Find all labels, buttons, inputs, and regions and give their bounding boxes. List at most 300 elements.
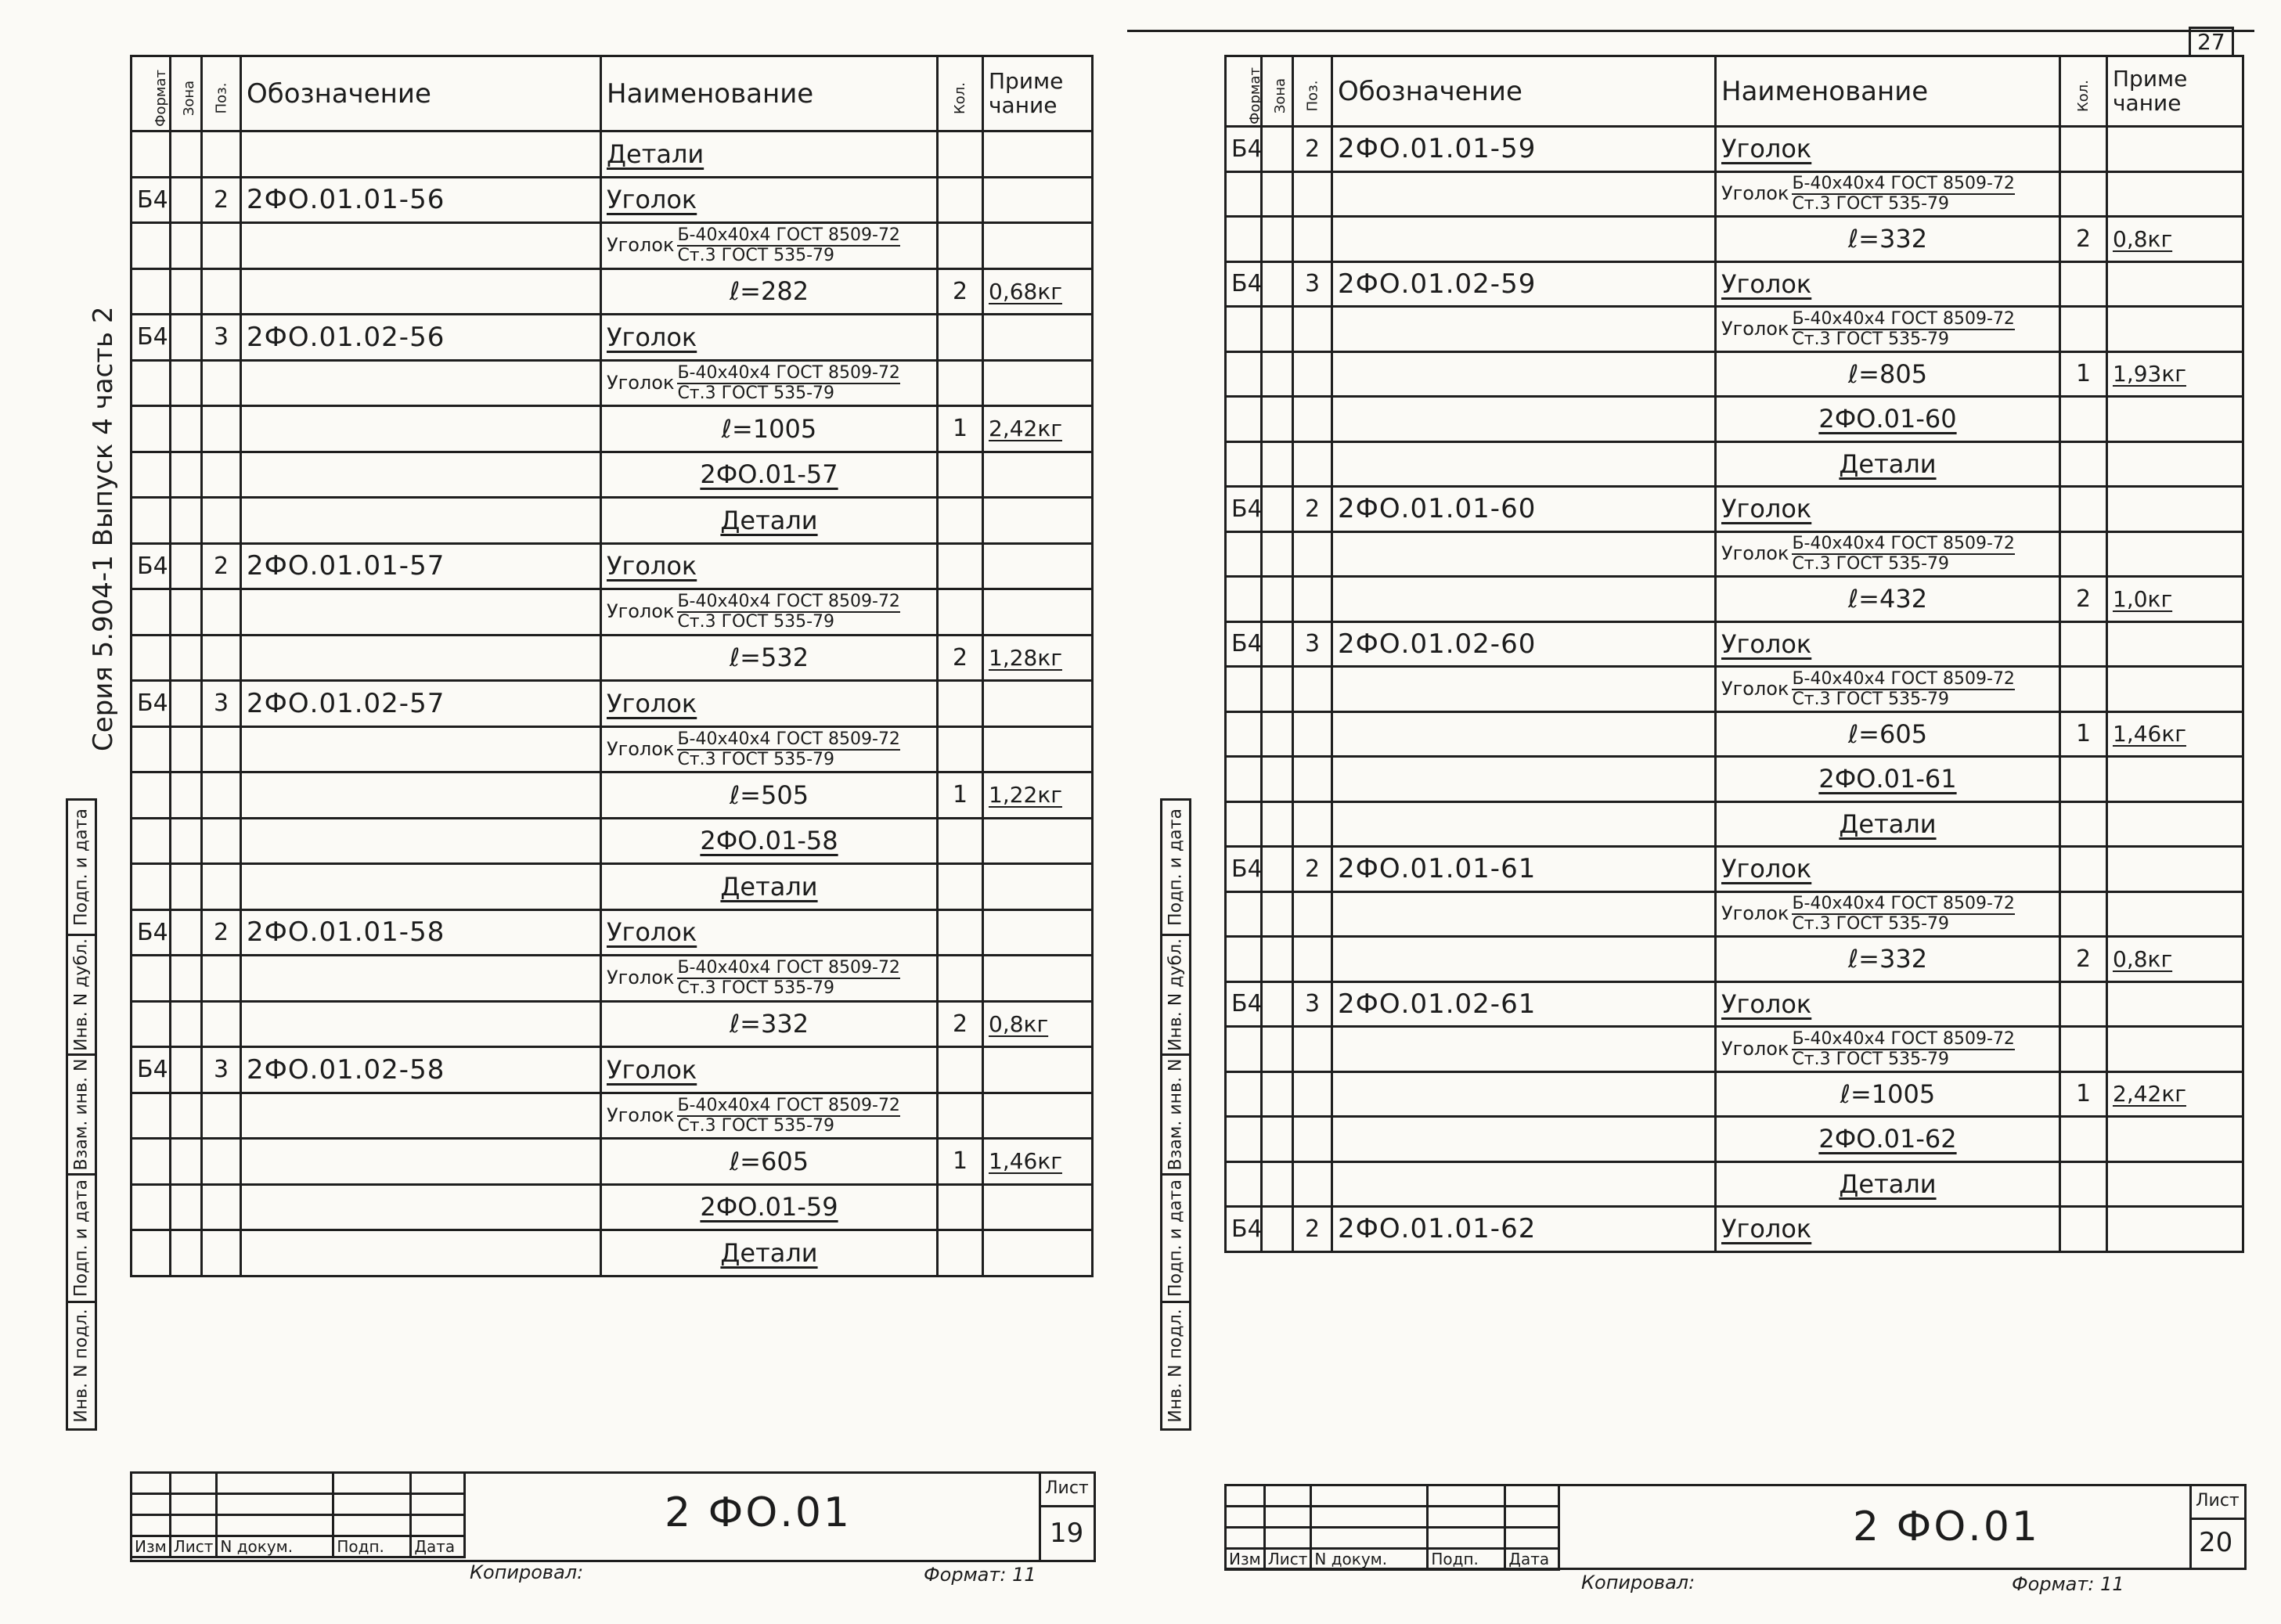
cell-qty (938, 818, 983, 864)
cell-note (983, 818, 1093, 864)
cell-name: 2ФО.01-61 (1716, 757, 2060, 802)
cell-note (2107, 981, 2243, 1027)
cell-format (1226, 1117, 1262, 1162)
cell-name: Уголок (1716, 847, 2060, 892)
cell-format (132, 1093, 171, 1139)
cell-note (983, 131, 1093, 178)
cell-designation (241, 1139, 601, 1185)
cell-note (2107, 261, 2243, 307)
cell-zone (1262, 307, 1293, 352)
cell-pos (1293, 397, 1332, 442)
cell-designation: 2ФО.01.01-56 (241, 177, 601, 223)
cell-note (2107, 667, 2243, 712)
table-row (1226, 757, 2243, 802)
cell-designation: 2ФО.01.01-59 (1332, 127, 1716, 172)
table-row (1226, 171, 2243, 217)
cell-pos (1293, 1027, 1332, 1072)
cell-note (983, 1230, 1093, 1277)
cell-zone (1262, 531, 1293, 577)
cell-qty: 2 (938, 268, 983, 315)
cell-pos (202, 726, 241, 772)
cell-zone (1262, 937, 1293, 982)
material-label: Уголок (607, 600, 675, 623)
cell-note: 0,8кг (2107, 217, 2243, 262)
cell-zone (171, 589, 202, 636)
header-pos: Поз. (1293, 56, 1332, 127)
cell-pos: 2 (1293, 1207, 1332, 1252)
cell-format (1226, 801, 1262, 847)
cell-designation (241, 726, 601, 772)
material-spec (1721, 670, 2054, 708)
material-steel: Ст.3 ГОСТ 535-79 (1792, 914, 1950, 934)
cell-zone (1262, 711, 1293, 757)
cell-qty: 1 (2060, 1071, 2107, 1117)
divider (1039, 1474, 1041, 1560)
cell-note (983, 726, 1093, 772)
cell-note (983, 1184, 1093, 1230)
table-row (132, 543, 1093, 589)
cell-name (601, 223, 938, 269)
cell-format: Б4 (132, 177, 171, 223)
cell-note (983, 452, 1093, 498)
cell-note: 2,42кг (2107, 1071, 2243, 1117)
cell-note (983, 956, 1093, 1002)
cell-name: ℓ=605 (1716, 711, 2060, 757)
table-row (132, 589, 1093, 636)
cell-pos (202, 1139, 241, 1185)
material-steel: Ст.3 ГОСТ 535-79 (677, 749, 835, 769)
copied-label: Копировал: (470, 1561, 584, 1583)
table-row (1226, 1161, 2243, 1207)
cell-note (983, 543, 1093, 589)
cell-format (1226, 577, 1262, 622)
cell-designation (1332, 531, 1716, 577)
cell-qty (2060, 1117, 2107, 1162)
cell-designation (1332, 667, 1716, 712)
cell-note (2107, 1161, 2243, 1207)
table-row (132, 315, 1093, 361)
cell-pos (1293, 937, 1332, 982)
cell-zone (1262, 847, 1293, 892)
cell-zone (171, 315, 202, 361)
cell-name: Уголок (601, 543, 938, 589)
cell-note: 0,8кг (983, 1001, 1093, 1047)
cell-designation (241, 818, 601, 864)
table-row (1226, 217, 2243, 262)
material-steel: Ст.3 ГОСТ 535-79 (677, 612, 835, 632)
cell-designation (1332, 801, 1716, 847)
left-side-strip (66, 798, 97, 1431)
cell-note (2107, 1027, 2243, 1072)
cell-format (132, 726, 171, 772)
cell-designation (241, 864, 601, 910)
cell-designation: 2ФО.01.02-60 (1332, 621, 1716, 667)
cell-pos (1293, 757, 1332, 802)
cell-name: Уголок (1716, 261, 2060, 307)
cell-pos: 3 (1293, 981, 1332, 1027)
cell-format: Б4 (1226, 1207, 1262, 1252)
cell-format: Б4 (1226, 261, 1262, 307)
material-label: Уголок (1721, 182, 1789, 205)
cell-qty (2060, 801, 2107, 847)
cell-format (1226, 757, 1262, 802)
cell-pos (1293, 1161, 1332, 1207)
cell-zone (1262, 127, 1293, 172)
cell-designation: 2ФО.01.02-57 (241, 681, 601, 727)
cell-qty (2060, 307, 2107, 352)
cell-name: 2ФО.01-58 (601, 818, 938, 864)
material-profile: Б-40х40х4 ГОСТ 8509-72 (677, 730, 900, 751)
cell-pos: 2 (202, 909, 241, 956)
left-table-body (132, 131, 1093, 1277)
cell-designation (1332, 891, 1716, 937)
table-row (1226, 801, 2243, 847)
cell-name: Детали (1716, 441, 2060, 487)
header-designation: Обозначение (241, 56, 601, 131)
cell-qty (938, 1093, 983, 1139)
table-row (1226, 667, 2243, 712)
cell-zone (1262, 621, 1293, 667)
material-steel: Ст.3 ГОСТ 535-79 (1792, 329, 1950, 349)
material-label: Уголок (1721, 677, 1789, 700)
cell-note (983, 223, 1093, 269)
cell-designation (241, 223, 601, 269)
cell-qty (2060, 171, 2107, 217)
cell-format (132, 956, 171, 1002)
material-label: Уголок (1721, 902, 1789, 925)
divider (2189, 1486, 2192, 1568)
divider (2189, 1518, 2244, 1520)
cell-note: 1,93кг (2107, 351, 2243, 397)
material-steel: Ст.3 ГОСТ 535-79 (1792, 689, 1950, 709)
cell-name: Уголок (601, 315, 938, 361)
cell-note (2107, 397, 2243, 442)
cell-designation: 2ФО.01.02-61 (1332, 981, 1716, 1027)
cell-format (1226, 531, 1262, 577)
cell-qty (2060, 981, 2107, 1027)
cell-qty (938, 223, 983, 269)
cell-qty: 1 (2060, 351, 2107, 397)
header-name: Наименование (1716, 56, 2060, 127)
table-row (132, 131, 1093, 178)
cell-qty (2060, 1161, 2107, 1207)
cell-zone (171, 681, 202, 727)
cell-name: ℓ=1005 (601, 406, 938, 452)
cell-format (1226, 397, 1262, 442)
cell-pos (202, 1093, 241, 1139)
table-row (1226, 487, 2243, 532)
cell-designation (1332, 937, 1716, 982)
material-profile: Б-40х40х4 ГОСТ 8509-72 (677, 364, 900, 384)
header-format: Формат (1226, 56, 1262, 127)
side-cell: Инв. N подл. (67, 1302, 96, 1430)
cell-name: ℓ=332 (601, 1001, 938, 1047)
cell-qty (2060, 1027, 2107, 1072)
cell-designation (241, 589, 601, 636)
cell-format (1226, 171, 1262, 217)
material-profile: Б-40х40х4 ГОСТ 8509-72 (1792, 670, 2015, 690)
cell-zone (171, 772, 202, 819)
cell-zone (1262, 441, 1293, 487)
cell-format (132, 452, 171, 498)
cell-zone (171, 1001, 202, 1047)
side-cell: Инв. N дубл. (1162, 935, 1191, 1055)
cell-zone (1262, 397, 1293, 442)
cell-designation (1332, 171, 1716, 217)
header-qty: Кол. (2060, 56, 2107, 127)
cell-format (132, 360, 171, 406)
table-row (132, 681, 1093, 727)
cell-designation (241, 1001, 601, 1047)
table-row (1226, 307, 2243, 352)
header-designation: Обозначение (1332, 56, 1716, 127)
cell-note (983, 864, 1093, 910)
tb-izm: Изм (1226, 1549, 1265, 1570)
material-spec (1721, 175, 2054, 213)
table-row (132, 1230, 1093, 1277)
cell-format (132, 1184, 171, 1230)
table-row (132, 1093, 1093, 1139)
header-zone: Зона (171, 56, 202, 131)
table-row (132, 956, 1093, 1002)
doc-code: 2 ФО.01 (1853, 1503, 2041, 1550)
cell-note (2107, 307, 2243, 352)
material-profile: Б-40х40х4 ГОСТ 8509-72 (1792, 1030, 2015, 1050)
cell-qty (2060, 757, 2107, 802)
cell-zone (171, 1093, 202, 1139)
cell-format: Б4 (1226, 487, 1262, 532)
cell-note (2107, 847, 2243, 892)
cell-format (1226, 351, 1262, 397)
cell-zone (1262, 1071, 1293, 1117)
cell-designation (241, 1093, 601, 1139)
cell-qty: 2 (938, 1001, 983, 1047)
cell-name: Уголок (1716, 981, 2060, 1027)
cell-pos (202, 131, 241, 178)
cell-qty (2060, 531, 2107, 577)
cell-pos (202, 268, 241, 315)
cell-format (132, 818, 171, 864)
cell-qty (938, 864, 983, 910)
tb-ndoc: N докум. (217, 1536, 333, 1557)
side-cell: Подп. и дата (1162, 800, 1191, 935)
cell-note (2107, 127, 2243, 172)
cell-format (132, 864, 171, 910)
cell-name: ℓ=282 (601, 268, 938, 315)
table-row (1226, 397, 2243, 442)
cell-zone (171, 360, 202, 406)
cell-designation: 2ФО.01.01-58 (241, 909, 601, 956)
cell-designation: 2ФО.01.01-60 (1332, 487, 1716, 532)
material-spec (607, 959, 931, 997)
cell-designation (241, 498, 601, 544)
cell-designation (1332, 351, 1716, 397)
cell-note (983, 177, 1093, 223)
cell-note (2107, 487, 2243, 532)
cell-name: Детали (601, 131, 938, 178)
cell-pos (202, 1001, 241, 1047)
cell-note (983, 909, 1093, 956)
series-label: Серия 5.904-1 Выпуск 4 часть 2 (88, 306, 119, 751)
cell-note: 0,8кг (2107, 937, 2243, 982)
cell-zone (1262, 1117, 1293, 1162)
cell-pos (1293, 801, 1332, 847)
cell-pos: 3 (202, 681, 241, 727)
table-row (132, 360, 1093, 406)
cell-note (983, 1093, 1093, 1139)
side-cell: Инв. N дубл. (67, 935, 96, 1055)
cell-name: ℓ=432 (1716, 577, 2060, 622)
cell-zone (171, 1139, 202, 1185)
material-label: Уголок (1721, 317, 1789, 340)
title-grid-right (1224, 1484, 1560, 1571)
table-row (1226, 937, 2243, 982)
cell-note (2107, 621, 2243, 667)
table-row (132, 909, 1093, 956)
cell-name: Детали (1716, 801, 2060, 847)
cell-zone (171, 498, 202, 544)
cell-qty (938, 956, 983, 1002)
cell-format (132, 223, 171, 269)
cell-pos (202, 360, 241, 406)
cell-name (601, 589, 938, 636)
header-note: Приме чание (2107, 56, 2243, 127)
cell-pos: 2 (202, 177, 241, 223)
cell-qty (2060, 667, 2107, 712)
cell-qty (2060, 487, 2107, 532)
cell-note: 1,46кг (2107, 711, 2243, 757)
cell-designation (1332, 307, 1716, 352)
cell-zone (171, 909, 202, 956)
cell-qty: 2 (938, 635, 983, 681)
sheet-number: 20 (2199, 1527, 2233, 1558)
cell-format (132, 635, 171, 681)
cell-pos: 2 (202, 543, 241, 589)
cell-qty: 2 (2060, 217, 2107, 262)
cell-name (1716, 307, 2060, 352)
cell-note (983, 315, 1093, 361)
cell-name (601, 360, 938, 406)
material-label: Уголок (607, 234, 675, 257)
cell-format (132, 268, 171, 315)
cell-note (2107, 171, 2243, 217)
cell-note (983, 360, 1093, 406)
cell-name: ℓ=805 (1716, 351, 2060, 397)
cell-format (1226, 1071, 1262, 1117)
cell-designation (241, 406, 601, 452)
cell-zone (171, 131, 202, 178)
cell-pos (1293, 577, 1332, 622)
cell-qty (938, 681, 983, 727)
cell-pos (1293, 1117, 1332, 1162)
cell-qty (938, 452, 983, 498)
cell-note: 1,0кг (2107, 577, 2243, 622)
table-row (1226, 531, 2243, 577)
cell-designation: 2ФО.01.02-56 (241, 315, 601, 361)
cell-format (1226, 711, 1262, 757)
cell-format: Б4 (1226, 127, 1262, 172)
table-row (132, 635, 1093, 681)
material-profile: Б-40х40х4 ГОСТ 8509-72 (677, 1096, 900, 1117)
tb-podp: Подп. (1428, 1549, 1505, 1570)
cell-pos (202, 772, 241, 819)
material-steel: Ст.3 ГОСТ 535-79 (1792, 194, 1950, 214)
cell-pos (1293, 531, 1332, 577)
material-spec (607, 1096, 931, 1135)
cell-name (1716, 531, 2060, 577)
table-row (132, 772, 1093, 819)
material-steel: Ст.3 ГОСТ 535-79 (677, 978, 835, 999)
side-cell: Подп. и дата (1162, 1175, 1191, 1302)
cell-pos (202, 956, 241, 1002)
table-row (1226, 1117, 2243, 1162)
right-side-strip (1160, 798, 1191, 1431)
cell-format: Б4 (1226, 621, 1262, 667)
cell-zone (1262, 1027, 1293, 1072)
cell-designation (1332, 1071, 1716, 1117)
cell-designation (241, 1230, 601, 1277)
cell-qty (938, 543, 983, 589)
tb-ndoc: N докум. (1311, 1549, 1428, 1570)
material-label: Уголок (1721, 542, 1789, 565)
cell-name: Детали (1716, 1161, 2060, 1207)
cell-name: 2ФО.01-60 (1716, 397, 2060, 442)
cell-zone (171, 864, 202, 910)
cell-format: Б4 (132, 543, 171, 589)
tb-list: Лист (170, 1536, 217, 1557)
cell-qty (938, 1230, 983, 1277)
cell-name: Детали (601, 1230, 938, 1277)
cell-zone (171, 635, 202, 681)
cell-designation (1332, 577, 1716, 622)
tb-data: Дата (411, 1536, 465, 1557)
cell-designation (241, 360, 601, 406)
right-table-body (1226, 127, 2243, 1252)
material-spec (607, 592, 931, 631)
cell-format: Б4 (1226, 981, 1262, 1027)
cell-zone (171, 406, 202, 452)
table-row (1226, 711, 2243, 757)
material-label: Уголок (607, 1104, 675, 1126)
cell-pos (1293, 171, 1332, 217)
cell-format: Б4 (132, 909, 171, 956)
cell-name: Уголок (601, 1047, 938, 1093)
cell-name (1716, 891, 2060, 937)
left-sheet (0, 0, 1127, 1624)
cell-name: ℓ=332 (1716, 217, 2060, 262)
cell-qty (2060, 261, 2107, 307)
table-row (1226, 127, 2243, 172)
side-cell: Взам. инв. N (1162, 1055, 1191, 1175)
table-row (132, 498, 1093, 544)
sheet-number: 19 (1050, 1518, 1084, 1549)
table-row (132, 268, 1093, 315)
cell-note (2107, 1117, 2243, 1162)
cell-pos (202, 406, 241, 452)
header-note: Приме чание (983, 56, 1093, 131)
cell-format: Б4 (132, 681, 171, 727)
cell-note (983, 681, 1093, 727)
cell-pos (1293, 711, 1332, 757)
top-frame (1127, 30, 2254, 32)
cell-qty (938, 909, 983, 956)
material-label: Уголок (607, 737, 675, 760)
cell-zone (171, 543, 202, 589)
cell-format (1226, 217, 1262, 262)
table-row (132, 1184, 1093, 1230)
cell-zone (1262, 351, 1293, 397)
cell-zone (171, 223, 202, 269)
